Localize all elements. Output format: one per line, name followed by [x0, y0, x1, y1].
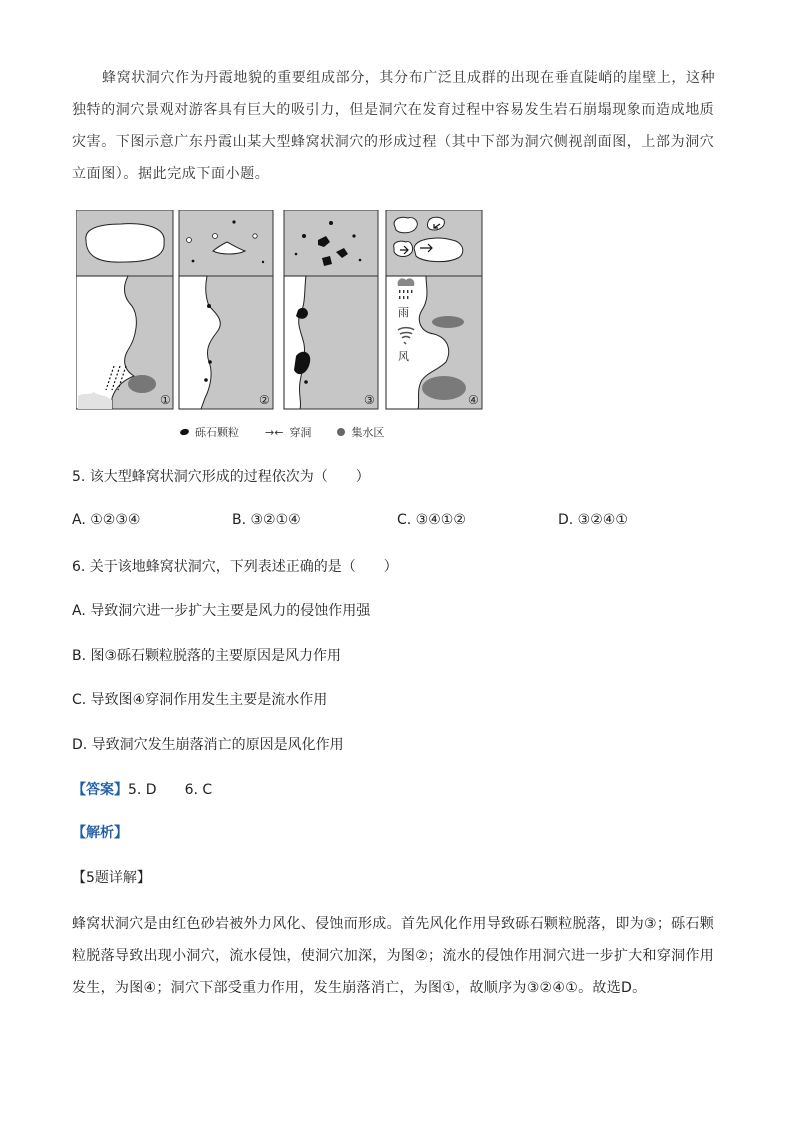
analysis-tag: 【解析】	[72, 825, 128, 841]
intro-paragraph: 蜂窝状洞穴作为丹霞地貌的重要组成部分，其分布广泛且成群的出现在垂直陡峭的崖壁上，这种独特的洞穴景观对游客具有巨大的吸引力，但是洞穴在发育过程中容易发生岩石崩塌现象而造成地质灾害。下图示意广东丹霞山某大型蜂窝状洞穴的形成过程（其中下部为洞穴侧视剖面图，上部为洞穴立面图）。据此完成下面小题。	[72, 70, 716, 182]
detail-tag: 【5题详解】	[72, 870, 151, 886]
panel-4-label: ④	[468, 393, 479, 407]
q5-option-b: B. ③②①④	[232, 512, 301, 528]
question-6-stem: 6. 关于该地蜂窝状洞穴，下列表述正确的是（ ）	[72, 559, 398, 575]
q6-option-c: C. 导致图④穿洞作用发生主要是流水作用	[72, 692, 328, 708]
legend-pebble-label: 砾石颗粒	[195, 426, 239, 439]
cave-formation-figure	[76, 210, 486, 410]
detail-explanation: 蜂窝状洞穴是由红色砂岩被外力风化、侵蚀而形成。首先风化作用导致砾石颗粒脱落，即为③；砾石颗粒脱落导致出现小洞穴，流水侵蚀，使洞穴加深，为图②；流水的侵蚀作用洞穴进一步扩大和穿洞作用发生，为图④；洞穴下部受重力作用，发生崩落消亡，为图①，故顺序为③②④①。故选D。	[72, 916, 715, 996]
panel-1-label: ①	[160, 393, 171, 407]
q6-option-d: D. 导致洞穴发生崩落消亡的原因是风化作用	[72, 737, 344, 753]
q6-option-a: A. 导致洞穴进一步扩大主要是风力的侵蚀作用强	[72, 603, 371, 619]
q6-option-b: B. 图③砾石颗粒脱落的主要原因是风力作用	[72, 648, 342, 664]
panel-1	[76, 210, 173, 409]
answer-tag: 【答案】	[72, 782, 128, 798]
answer-text: 5. D 6. C	[128, 782, 213, 798]
legend-water-label: 集水区	[351, 426, 385, 439]
panel-2-label: ②	[259, 393, 270, 407]
panel-3	[284, 210, 378, 409]
wind-label: 风	[398, 350, 409, 363]
q5-option-a: A. ①②③④	[72, 512, 141, 528]
panel-2	[179, 210, 273, 409]
panel-4	[386, 210, 482, 409]
question-5-stem: 5. 该大型蜂窝状洞穴形成的过程依次为（ ）	[72, 469, 370, 485]
rain-label: 雨	[398, 306, 409, 319]
q5-option-c: C. ③④①②	[397, 512, 466, 528]
arrow-symbol: →←	[265, 425, 284, 439]
answer-line	[72, 779, 212, 799]
figure-legend	[180, 424, 384, 440]
pebble-symbol	[179, 428, 189, 436]
legend-tunnel-label: 穿洞	[289, 426, 312, 439]
panel-3-label: ③	[364, 393, 375, 407]
water-symbol	[337, 428, 345, 436]
q5-option-d: D. ③②④①	[558, 512, 628, 528]
